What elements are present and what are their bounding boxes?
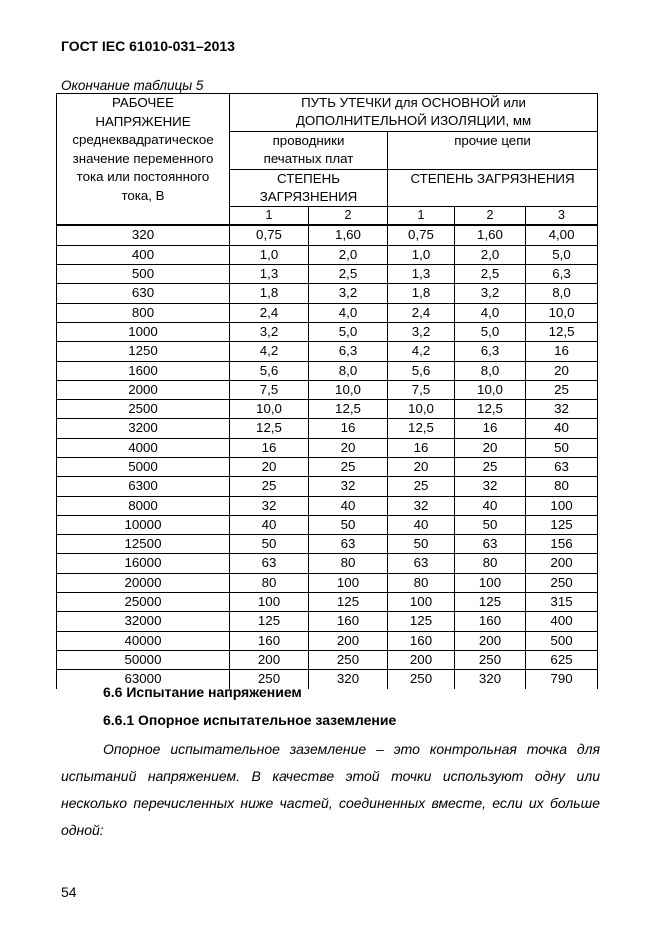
creepage-cell: 12,5: [455, 400, 526, 419]
creepage-cell: 0,75: [230, 225, 309, 245]
creepage-cell: 200: [309, 631, 388, 650]
creepage-cell: 625: [526, 650, 598, 669]
voltage-cell: 630: [57, 284, 230, 303]
voltage-cell: 32000: [57, 612, 230, 631]
voltage-cell: 1250: [57, 342, 230, 361]
creepage-cell: 10,0: [388, 400, 455, 419]
table-row: [57, 284, 598, 303]
creepage-cell: 25: [309, 458, 388, 477]
creepage-cell: 10,0: [230, 400, 309, 419]
pollution-header-line: СТЕПЕНЬ: [277, 170, 340, 186]
creepage-header-line: ПУТЬ УТЕЧКИ для ОСНОВНОЙ или: [301, 95, 526, 110]
voltage-cell: 63000: [57, 670, 230, 689]
creepage-cell: 10,0: [309, 380, 388, 399]
creepage-cell: 63: [455, 535, 526, 554]
creepage-cell: 20: [230, 458, 309, 477]
voltage-cell: 5000: [57, 458, 230, 477]
creepage-cell: 100: [455, 573, 526, 592]
creepage-cell: 160: [230, 631, 309, 650]
voltage-cell: 20000: [57, 573, 230, 592]
body-paragraph: [61, 736, 600, 844]
table-row: [57, 554, 598, 573]
pcb-header-line: проводники: [272, 132, 345, 148]
creepage-cell: 3,2: [309, 284, 388, 303]
table-row: [57, 245, 598, 264]
voltage-cell: 800: [57, 303, 230, 322]
table-row: [57, 322, 598, 341]
creepage-cell: 16: [388, 438, 455, 457]
creepage-cell: 2,5: [455, 265, 526, 284]
subsection-title: 6.6.1 Опорное испытательное заземление: [103, 712, 397, 728]
creepage-cell: 2,4: [230, 303, 309, 322]
creepage-cell: 5,0: [309, 322, 388, 341]
pcb-pollution-header: [230, 169, 388, 207]
creepage-header: [230, 94, 598, 132]
creepage-cell: 160: [388, 631, 455, 650]
voltage-cell: 16000: [57, 554, 230, 573]
creepage-cell: 100: [526, 496, 598, 515]
creepage-cell: 125: [309, 593, 388, 612]
creepage-cell: 200: [455, 631, 526, 650]
creepage-cell: 125: [526, 515, 598, 534]
creepage-cell: 200: [388, 650, 455, 669]
creepage-cell: 80: [455, 554, 526, 573]
table-row: [57, 631, 598, 650]
creepage-cell: 8,0: [309, 361, 388, 380]
creepage-table: [56, 93, 598, 689]
voltage-cell: 2000: [57, 380, 230, 399]
creepage-cell: 7,5: [230, 380, 309, 399]
creepage-cell: 1,0: [388, 245, 455, 264]
creepage-cell: 12,5: [309, 400, 388, 419]
voltage-cell: 25000: [57, 593, 230, 612]
creepage-cell: 32: [388, 496, 455, 515]
voltage-cell: 3200: [57, 419, 230, 438]
voltage-cell: 500: [57, 265, 230, 284]
table-row: [57, 496, 598, 515]
pcb-header-line: печатных плат: [263, 151, 354, 167]
voltage-cell: 1600: [57, 361, 230, 380]
creepage-cell: 1,0: [230, 245, 309, 264]
creepage-cell: 50: [526, 438, 598, 457]
creepage-cell: 20: [309, 438, 388, 457]
creepage-cell: 7,5: [388, 380, 455, 399]
creepage-cell: 50: [230, 535, 309, 554]
pollution-degree: 1: [388, 207, 455, 226]
creepage-cell: 40: [526, 419, 598, 438]
voltage-header-line: значение переменного: [72, 150, 214, 166]
other-circuits-header: прочие цепи: [388, 131, 598, 169]
voltage-cell: 4000: [57, 438, 230, 457]
creepage-cell: 4,0: [309, 303, 388, 322]
creepage-cell: 1,3: [230, 265, 309, 284]
creepage-cell: 20: [388, 458, 455, 477]
creepage-cell: 40: [388, 515, 455, 534]
voltage-header-line: НАПРЯЖЕНИЕ: [95, 113, 191, 129]
pollution-degree: 2: [309, 207, 388, 226]
creepage-cell: 25: [230, 477, 309, 496]
creepage-cell: 16: [526, 342, 598, 361]
pollution-degree: 3: [526, 207, 598, 226]
table-row: [57, 342, 598, 361]
creepage-cell: 80: [309, 554, 388, 573]
creepage-cell: 250: [230, 670, 309, 689]
creepage-cell: 32: [230, 496, 309, 515]
creepage-cell: 100: [230, 593, 309, 612]
creepage-cell: 12,5: [526, 322, 598, 341]
voltage-cell: 50000: [57, 650, 230, 669]
creepage-cell: 6,3: [526, 265, 598, 284]
creepage-cell: 315: [526, 593, 598, 612]
creepage-cell: 320: [455, 670, 526, 689]
table-row: [57, 380, 598, 399]
creepage-cell: 125: [388, 612, 455, 631]
creepage-cell: 40: [309, 496, 388, 515]
voltage-cell: 10000: [57, 515, 230, 534]
table-row: [57, 400, 598, 419]
creepage-cell: 40: [230, 515, 309, 534]
creepage-cell: 50: [309, 515, 388, 534]
creepage-cell: 4,2: [388, 342, 455, 361]
creepage-cell: 40: [455, 496, 526, 515]
table-row: [57, 535, 598, 554]
creepage-cell: 32: [309, 477, 388, 496]
table-row: [57, 438, 598, 457]
voltage-cell: 8000: [57, 496, 230, 515]
creepage-cell: 16: [309, 419, 388, 438]
creepage-cell: 8,0: [455, 361, 526, 380]
creepage-cell: 1,8: [388, 284, 455, 303]
table-row: [57, 573, 598, 592]
creepage-cell: 0,75: [388, 225, 455, 245]
voltage-cell: 320: [57, 225, 230, 245]
creepage-cell: 25: [526, 380, 598, 399]
creepage-cell: 4,00: [526, 225, 598, 245]
creepage-cell: 156: [526, 535, 598, 554]
creepage-cell: 200: [230, 650, 309, 669]
table-caption: Окончание таблицы 5: [61, 78, 204, 93]
voltage-header-line: РАБОЧЕЕ: [111, 95, 175, 110]
table-row: [57, 477, 598, 496]
table-row: [57, 593, 598, 612]
pollution-header-line: ЗАГРЯЗНЕНИЯ: [259, 189, 358, 205]
creepage-cell: 250: [455, 650, 526, 669]
voltage-header-line: тока или постоянного: [76, 169, 210, 185]
creepage-cell: 125: [230, 612, 309, 631]
creepage-cell: 100: [388, 593, 455, 612]
voltage-cell: 12500: [57, 535, 230, 554]
creepage-cell: 50: [388, 535, 455, 554]
creepage-cell: 8,0: [526, 284, 598, 303]
creepage-cell: 63: [309, 535, 388, 554]
table-row: [57, 612, 598, 631]
table-row: [57, 303, 598, 322]
creepage-cell: 10,0: [455, 380, 526, 399]
section-title: 6.6 Испытание напряжением: [103, 684, 302, 700]
paragraph-text: Опорное испытательное заземление – это контрольная точка для испытаний напряжением. В качестве этой точки используют одну или несколько перечисленных ниже частей, соединенных вместе, если их больше одной:: [61, 741, 600, 838]
creepage-cell: 2,5: [309, 265, 388, 284]
table-row: [57, 515, 598, 534]
other-pollution-header: СТЕПЕНЬ ЗАГРЯЗНЕНИЯ: [388, 169, 598, 207]
creepage-cell: 1,60: [455, 225, 526, 245]
creepage-cell: 3,2: [455, 284, 526, 303]
table-row: [57, 650, 598, 669]
creepage-cell: 160: [309, 612, 388, 631]
creepage-cell: 5,6: [388, 361, 455, 380]
creepage-cell: 160: [455, 612, 526, 631]
creepage-cell: 2,0: [455, 245, 526, 264]
creepage-cell: 25: [388, 477, 455, 496]
creepage-cell: 12,5: [230, 419, 309, 438]
voltage-header-line: среднеквадратическое: [72, 132, 214, 148]
table-row: [57, 225, 598, 245]
table-row: [57, 361, 598, 380]
creepage-cell: 1,60: [309, 225, 388, 245]
pollution-degree: 2: [455, 207, 526, 226]
creepage-cell: 200: [526, 554, 598, 573]
creepage-cell: 63: [526, 458, 598, 477]
creepage-cell: 400: [526, 612, 598, 631]
creepage-header-line: ДОПОЛНИТЕЛЬНОЙ ИЗОЛЯЦИИ, мм: [295, 113, 532, 129]
voltage-header-line: тока, В: [121, 187, 165, 203]
creepage-cell: 80: [230, 573, 309, 592]
creepage-cell: 4,0: [455, 303, 526, 322]
creepage-cell: 4,2: [230, 342, 309, 361]
creepage-cell: 250: [388, 670, 455, 689]
table-body: [57, 225, 598, 688]
voltage-column-header: [57, 94, 230, 226]
creepage-cell: 500: [526, 631, 598, 650]
table-row: [57, 419, 598, 438]
creepage-cell: 3,2: [230, 322, 309, 341]
voltage-cell: 400: [57, 245, 230, 264]
creepage-cell: 25: [455, 458, 526, 477]
creepage-cell: 100: [309, 573, 388, 592]
table-row: [57, 265, 598, 284]
creepage-cell: 80: [526, 477, 598, 496]
creepage-cell: 6,3: [455, 342, 526, 361]
document-header: ГОСТ IEC 61010-031–2013: [61, 38, 235, 54]
pcb-group-header: [230, 131, 388, 169]
creepage-cell: 2,0: [309, 245, 388, 264]
creepage-cell: 32: [455, 477, 526, 496]
voltage-cell: 2500: [57, 400, 230, 419]
creepage-cell: 250: [309, 650, 388, 669]
creepage-cell: 3,2: [388, 322, 455, 341]
voltage-cell: 40000: [57, 631, 230, 650]
creepage-cell: 250: [526, 573, 598, 592]
creepage-cell: 20: [526, 361, 598, 380]
voltage-cell: 1000: [57, 322, 230, 341]
creepage-cell: 320: [309, 670, 388, 689]
creepage-cell: 790: [526, 670, 598, 689]
creepage-cell: 2,4: [388, 303, 455, 322]
pollution-degree: 1: [230, 207, 309, 226]
creepage-cell: 32: [526, 400, 598, 419]
creepage-cell: 12,5: [388, 419, 455, 438]
creepage-cell: 63: [230, 554, 309, 573]
creepage-cell: 50: [455, 515, 526, 534]
creepage-cell: 1,8: [230, 284, 309, 303]
creepage-cell: 63: [388, 554, 455, 573]
creepage-cell: 5,6: [230, 361, 309, 380]
creepage-cell: 5,0: [455, 322, 526, 341]
creepage-cell: 16: [230, 438, 309, 457]
creepage-cell: 80: [388, 573, 455, 592]
creepage-cell: 1,3: [388, 265, 455, 284]
creepage-cell: 5,0: [526, 245, 598, 264]
page-number: 54: [61, 884, 77, 900]
table-row: [57, 458, 598, 477]
creepage-cell: 20: [455, 438, 526, 457]
creepage-cell: 16: [455, 419, 526, 438]
creepage-cell: 6,3: [309, 342, 388, 361]
creepage-cell: 10,0: [526, 303, 598, 322]
creepage-cell: 125: [455, 593, 526, 612]
voltage-cell: 6300: [57, 477, 230, 496]
